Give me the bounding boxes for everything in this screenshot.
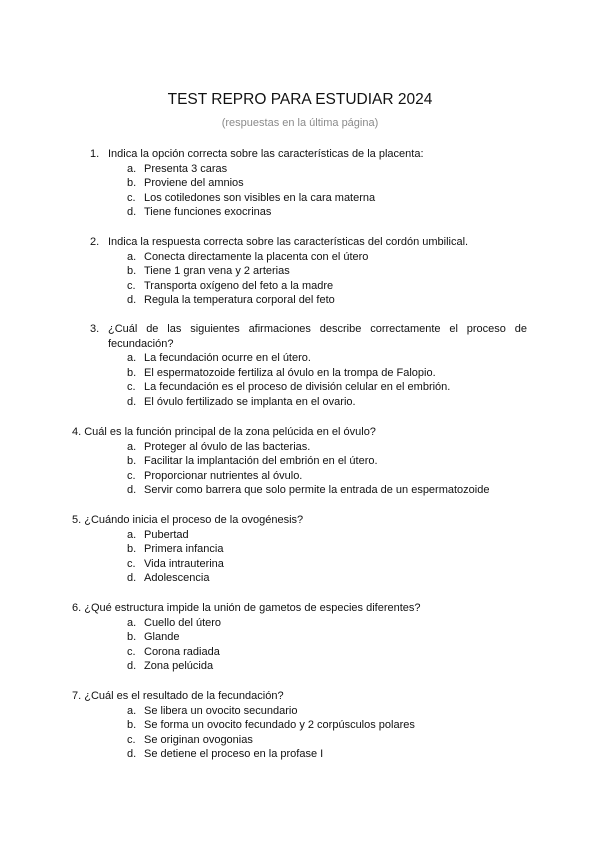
option-letter: c.	[127, 381, 136, 394]
question-text: 6. ¿Qué estructura impide la unión de gametos de especies diferentes?	[72, 602, 421, 614]
question-text: 7. ¿Cuál es el resultado de la fecundación?	[72, 690, 284, 702]
question-3	[90, 322, 527, 410]
document-title: TEST REPRO PARA ESTUDIAR 2024	[167, 91, 433, 108]
question-7	[72, 689, 532, 762]
option-text: Zona pelúcida	[144, 660, 214, 673]
option-letter: c.	[127, 557, 136, 570]
option-text: Servir como barrera que solo permite la entrada de un espermatozoide	[144, 484, 490, 497]
option-a	[127, 250, 530, 265]
option-text: Presenta 3 caras	[144, 162, 228, 175]
question-text: ¿Cuál de las siguientes afirmaciones describe correctamente el proceso de fecundación?	[108, 323, 527, 350]
option-text: Se libera un ovocito secundario	[144, 704, 298, 717]
option-b	[127, 718, 532, 733]
option-b	[127, 176, 530, 191]
option-text: Adolescencia	[144, 572, 210, 585]
option-text: Proviene del amnios	[144, 177, 244, 190]
option-text: La fecundación es el proceso de división celular en el embrión.	[144, 381, 451, 394]
option-text: Primera infancia	[144, 543, 224, 556]
option-d	[127, 483, 532, 498]
option-letter: a.	[127, 704, 137, 717]
option-text: Se forma un ovocito fecundado y 2 corpúsculos polares	[144, 719, 415, 732]
option-text: El óvulo fertilizado se implanta en el ovario.	[144, 395, 356, 408]
option-c	[127, 733, 532, 748]
option-letter: a.	[127, 352, 137, 365]
option-a	[127, 616, 532, 631]
option-text: Proporcionar nutrientes al óvulo.	[144, 469, 303, 482]
option-list	[127, 162, 530, 220]
option-letter: b.	[127, 265, 137, 278]
question-number: 1.	[90, 148, 100, 160]
option-text: Conecta directamente la placenta con el útero	[144, 250, 369, 263]
question-6	[72, 601, 532, 674]
option-letter: d.	[127, 660, 137, 673]
option-letter: d.	[127, 395, 137, 408]
option-letter: c.	[127, 469, 136, 482]
option-letter: d.	[127, 484, 137, 497]
option-text: Tiene funciones exocrinas	[144, 206, 272, 219]
option-letter: b.	[127, 631, 137, 644]
option-b	[127, 454, 532, 469]
question-text: Indica la respuesta correcta sobre las características del cordón umbilical.	[108, 236, 469, 248]
option-text: Transporta oxígeno del feto a la madre	[144, 279, 334, 292]
option-c	[127, 645, 532, 660]
question-1	[90, 147, 530, 220]
option-letter: c.	[127, 645, 136, 658]
option-text: Glande	[144, 631, 180, 644]
option-letter: d.	[127, 294, 137, 307]
option-c	[127, 557, 532, 572]
option-letter: a.	[127, 250, 137, 263]
option-letter: b.	[127, 366, 137, 379]
option-text: El espermatozoide fertiliza al óvulo en la trompa de Falopio.	[144, 366, 436, 379]
option-c	[127, 469, 532, 484]
option-c	[127, 380, 527, 395]
option-letter: d.	[127, 206, 137, 219]
option-list	[127, 351, 527, 409]
question-number: 2.	[90, 236, 100, 248]
option-a	[127, 162, 530, 177]
option-text: Proteger al óvulo de las bacterias.	[144, 440, 311, 453]
option-a	[127, 704, 532, 719]
option-letter: d.	[127, 748, 137, 761]
option-list	[127, 250, 530, 308]
option-text: La fecundación ocurre en el útero.	[144, 352, 311, 365]
option-b	[127, 366, 527, 381]
question-number: 3.	[90, 323, 100, 335]
option-list	[127, 528, 532, 586]
question-2	[90, 235, 530, 308]
option-c	[127, 191, 530, 206]
document-subtitle: (respuestas en la última página)	[221, 117, 379, 129]
question-text: Indica la opción correcta sobre las características de la placenta:	[108, 148, 424, 160]
option-d	[127, 293, 530, 308]
option-list	[127, 704, 532, 762]
option-d	[127, 659, 532, 674]
option-text: Facilitar la implantación del embrión en el útero.	[144, 455, 378, 468]
option-letter: a.	[127, 440, 137, 453]
option-text: Se detiene el proceso en la profase I	[144, 748, 324, 761]
option-letter: b.	[127, 719, 137, 732]
option-list	[127, 616, 532, 674]
option-letter: b.	[127, 543, 137, 556]
question-4	[72, 425, 532, 498]
option-d	[127, 395, 527, 410]
question-text: 4. Cuál es la función principal de la zona pelúcida en el óvulo?	[72, 426, 376, 438]
option-letter: c.	[127, 191, 136, 204]
option-b	[127, 630, 532, 645]
option-text: Vida intrauterina	[144, 557, 224, 570]
option-text: Pubertad	[144, 528, 189, 541]
option-list	[127, 440, 532, 498]
option-letter: c.	[127, 279, 136, 292]
question-5	[72, 513, 532, 586]
option-b	[127, 542, 532, 557]
option-letter: b.	[127, 177, 137, 190]
option-letter: a.	[127, 162, 137, 175]
option-d	[127, 205, 530, 220]
option-text: Tiene 1 gran vena y 2 arterias	[144, 265, 290, 278]
option-letter: d.	[127, 572, 137, 585]
option-letter: a.	[127, 616, 137, 629]
option-b	[127, 264, 530, 279]
option-a	[127, 440, 532, 455]
option-c	[127, 279, 530, 294]
option-letter: b.	[127, 455, 137, 468]
option-letter: a.	[127, 528, 137, 541]
option-d	[127, 747, 532, 762]
option-text: Cuello del útero	[144, 616, 222, 629]
option-text: Los cotiledones son visibles en la cara materna	[144, 191, 376, 204]
option-a	[127, 528, 532, 543]
option-text: Se originan ovogonias	[144, 733, 253, 746]
option-a	[127, 351, 527, 366]
option-text: Regula la temperatura corporal del feto	[144, 294, 335, 307]
question-text: 5. ¿Cuándo inicia el proceso de la ovogénesis?	[72, 514, 304, 526]
option-letter: c.	[127, 733, 136, 746]
option-d	[127, 571, 532, 586]
option-text: Corona radiada	[144, 645, 220, 658]
